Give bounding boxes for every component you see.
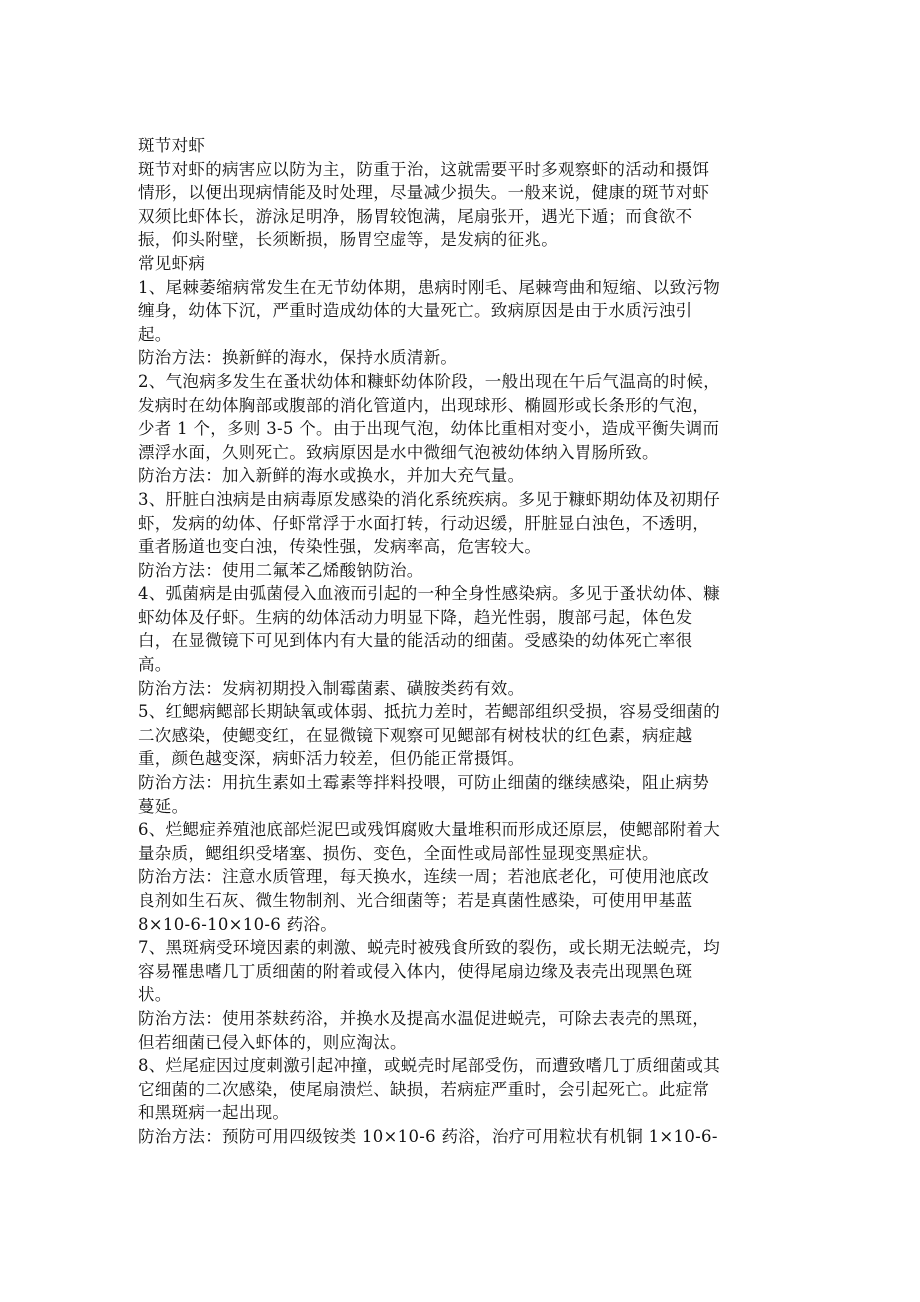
paragraph-treatment-5: 防治方法：用抗生素如土霉素等拌料投喂，可防止细菌的继续感染，阻止病势 蔓延。 — [138, 773, 710, 816]
paragraph-treatment-1: 防治方法：换新鲜的海水，保持水质清新。 — [138, 348, 458, 368]
paragraph-treatment-7: 防治方法：使用茶麸药浴，并换水及提高水温促进蜕壳，可除去表壳的黑斑， 但若细菌已侵入虾体的，则应淘汰。 — [138, 1008, 710, 1052]
paragraph-disease-5: 5、红鳃病鳃部长期缺氧或体弱、抵抗力差时，若鳃部组织受损，容易受细菌的 二次感染，使鳃变红，在显微镜下观察可见鳃部有树枝状的红色素，病症越 重，颜色越变深，病虾活力较差，但仍能正常摄饵。 — [138, 702, 720, 769]
paragraph-treatment-2: 防治方法：加入新鲜的海水或换水，并加大充气量。 — [138, 466, 525, 486]
paragraph-disease-8: 8、烂尾症因过度刺激引起冲撞，或蜕壳时尾部受伤，而遭致嗜几丁质细菌或其 它细菌的二次感染，使尾扇溃烂、缺损，若病症严重时，会引起死亡。此症常 和黑斑病一起出现。 — [138, 1056, 720, 1123]
paragraph-disease-4: 4、弧菌病是由弧菌侵入血液而引起的一种全身性感染病。多见于蚤状幼体、糠 虾幼体及仔虾。生病的幼体活动力明显下降，趋光性弱，腹部弓起，体色发 白，在显微镜下可见到体内有大量的能活动的细菌。受感染的幼体死亡率很 高。 — [138, 584, 720, 675]
paragraph-treatment-4: 防治方法：发病初期投入制霉菌素、磺胺类药有效。 — [138, 678, 525, 698]
paragraph-disease-6: 6、烂鳃症养殖池底部烂泥巴或残饵腐败大量堆积而形成还原层，使鳃部附着大 量杂质，鳃组织受堵塞、损伤、变色，全面性或局部性显现变黑症状。 — [138, 820, 720, 863]
paragraph-intro: 斑节对虾的病害应以防为主，防重于治，这就需要平时多观察虾的活动和摄饵 情形，以便出现病情能及时处理，尽量减少损失。一般来说，健康的斑节对虾 双须比虾体长，游泳足明净，肠胃较饱满，尾扇张开，遇光下遁；而食欲不 振，仰头附壁，长须断损，肠胃空虚等，是发病的征兆。 — [138, 159, 710, 250]
section-heading: 常见虾病 — [138, 253, 206, 273]
paragraph-treatment-8: 防治方法：预防可用四级铵类 10×10-6 药浴，治疗可用粒状有机铜 1×10-6- — [138, 1126, 718, 1146]
document-page — [138, 134, 783, 1149]
paragraph-disease-3: 3、肝脏白浊病是由病毒原发感染的消化系统疾病。多见于糠虾期幼体及初期仔 虾，发病的幼体、仔虾常浮于水面打转，行动迟缓，肝脏显白浊色，不透明， 重者肠道也变白浊，传染性强，发病率高，危害较大。 — [138, 489, 720, 557]
document-title: 斑节对虾 — [138, 136, 206, 155]
paragraph-disease-1: 1、尾棘萎缩病常发生在无节幼体期，患病时刚毛、尾棘弯曲和短缩、以致污物 缠身，幼体下沉，严重时造成幼体的大量死亡。致病原因是由于水质污浊引 起。 — [138, 277, 720, 344]
paragraph-disease-7: 7、黑斑病受环境因素的刺激、蜕壳时被残食所致的裂伤，或长期无法蜕壳，均 容易罹患嗜几丁质细菌的附着或侵入体内，使得尾扇边缘及表壳出现黑色斑 状。 — [138, 938, 720, 1005]
paragraph-treatment-3: 防治方法：使用二氟苯乙烯酸钠防治。 — [138, 560, 424, 580]
paragraph-disease-2: 2、气泡病多发生在蚤状幼体和糠虾幼体阶段，一般出现在午后气温高的时候， 发病时在幼体胸部或腹部的消化管道内，出现球形、椭圆形或长条形的气泡， 少者 1 个，多则 3-5 个。由于出现气泡，幼体比重相对变小，造成平衡失调而 漂浮水面，久则死亡。致病原因是水中微细气泡被幼体纳入胃肠所致。 — [138, 371, 720, 462]
paragraph-treatment-6: 防治方法：注意水质管理，每天换水，连续一周；若池底老化，可使用池底改 良剂如生石灰、微生物制剂、光合细菌等；若是真菌性感染，可使用甲基蓝 8×10-6-10×10-6 药浴。 — [138, 867, 710, 934]
